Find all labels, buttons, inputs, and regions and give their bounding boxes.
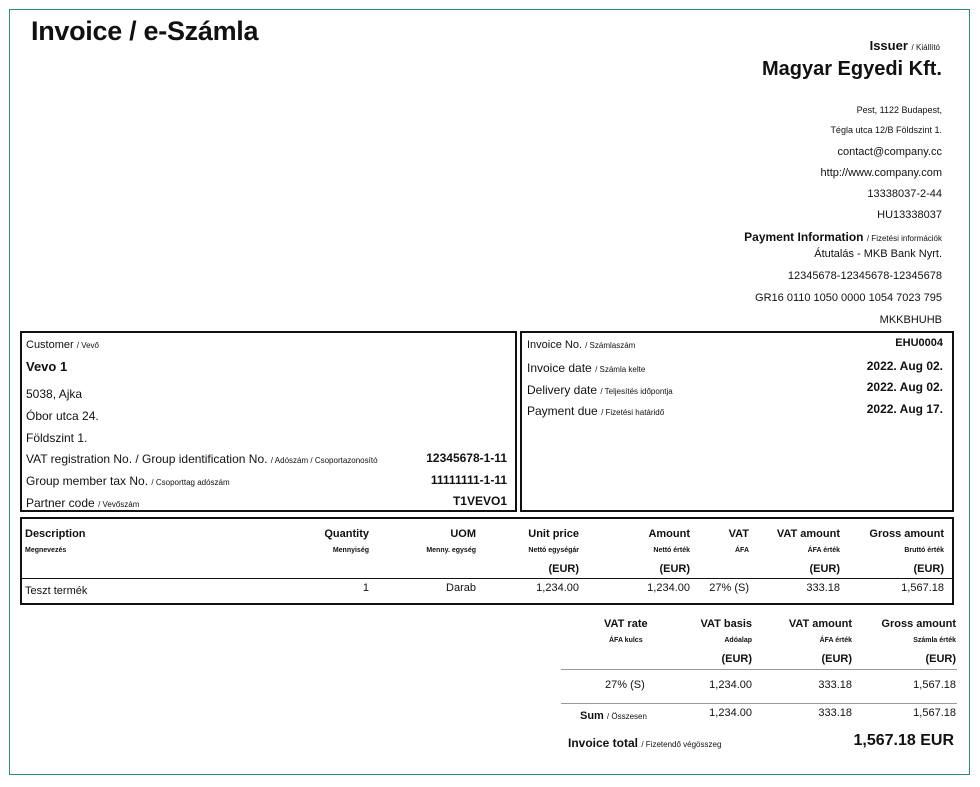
delivery-date-value: 2022. Aug 02. [866,380,943,394]
delivery-date-label: Delivery date / Teljesítés időpontja [527,383,673,397]
col-header-gross-amount: Gross amount [869,528,944,540]
payment-method: Átutalás - MKB Bank Nyrt. [814,248,942,260]
issuer-email: contact@company.cc [837,146,942,158]
customer-partner-value: T1VEVO1 [452,494,507,508]
customer-street: Óbor utca 24. [26,409,99,423]
invoice-total-label: Invoice total / Fizetendő végösszeg [568,736,722,750]
col-unit-unit-price: (EUR) [548,563,579,575]
issuer-address-line2: Tégla utca 12/B Földszint 1. [830,125,942,135]
invoice-total-value: 1,567.18 EUR [853,732,954,749]
vat-summary-header-basis: VAT basis [700,618,752,630]
vat-summary-gross: 1,567.18 [913,679,956,691]
col-subheader-unit-price: Nettó egységár [528,547,579,554]
col-subheader-vat-amount: ÁFA érték [807,547,840,554]
payment-iban: GR16 0110 1050 0000 1054 7023 795 [755,292,942,304]
sum-basis: 1,234.00 [709,707,752,719]
vat-summary-subheader-vat-amount: ÁFA érték [819,637,852,644]
issuer-tax-no: 13338037-2-44 [867,188,942,200]
issuer-eu-vat: HU13338037 [877,209,942,221]
payment-due-label: Payment due / Fizetési határidő [527,404,665,418]
vat-summary-sum-divider [561,703,957,704]
vat-summary-unit-gross: (EUR) [925,653,956,665]
items-header-divider [21,578,953,579]
customer-city: 5038, Ajka [26,387,83,401]
col-subheader-uom: Menny. egység [426,547,476,554]
issuer-address-line1: Pest, 1122 Budapest, [856,105,942,115]
col-header-vat: VAT [728,528,749,540]
payment-account: 12345678-12345678-12345678 [787,270,942,282]
payment-due-value: 2022. Aug 17. [866,402,943,416]
vat-summary-header-vat-amount: VAT amount [788,618,852,630]
vat-summary-subheader-gross: Számla érték [913,637,956,644]
invoice-date-value: 2022. Aug 02. [866,359,943,373]
vat-summary-unit-basis: (EUR) [721,653,752,665]
col-subheader-vat: ÁFA [735,547,749,554]
vat-summary-header-gross: Gross amount [881,618,956,630]
payment-swift: MKKBHUHB [879,314,942,326]
col-header-description: Description [25,528,86,540]
vat-summary-unit-vat-amount: (EUR) [821,653,852,665]
sum-gross: 1,567.18 [913,707,956,719]
vat-summary-vat-amount: 333.18 [818,679,852,691]
vat-summary-header-divider [561,669,957,670]
col-header-amount: Amount [648,528,690,540]
issuer-heading: Issuer / Kiállító [869,38,940,53]
invoice-date-label: Invoice date / Számla kelte [527,361,646,375]
cell-uom: Darab [446,582,476,594]
sum-vat-amount: 333.18 [818,707,852,719]
cell-vat: 27% (S) [709,582,749,594]
invoice-no-label: Invoice No. / Számlaszám [527,339,636,351]
vat-summary-subheader-rate: ÁFA kulcs [609,637,643,644]
issuer-name: Magyar Egyedi Kft. [761,58,942,80]
col-subheader-amount: Nettó érték [653,547,690,554]
vat-summary-basis: 1,234.00 [709,679,752,691]
cell-quantity: 1 [362,582,369,594]
col-header-uom: UOM [450,528,476,540]
col-header-vat-amount: VAT amount [776,528,840,540]
customer-group-label: Group member tax No. / Csoporttag adószám [26,474,230,488]
col-unit-amount: (EUR) [659,563,690,575]
sum-label: Sum / Összesen [580,710,647,722]
cell-unit-price: 1,234.00 [536,582,579,594]
invoice-title: Invoice / e-Számla [31,16,259,46]
cell-amount: 1,234.00 [647,582,690,594]
col-header-quantity: Quantity [324,528,369,540]
customer-label: Customer / Vevő [26,339,99,351]
invoice-no-value: EHU0004 [895,337,943,349]
payment-info-heading: Payment Information / Fizetési információk [744,230,942,244]
col-subheader-description: Megnevezés [25,547,67,554]
col-subheader-quantity: Mennyiség [332,547,369,554]
customer-vat-value: 12345678-1-11 [426,451,507,465]
customer-group-value: 11111111-1-11 [430,473,507,487]
customer-partner-label: Partner code / Vevőszám [26,496,140,510]
cell-vat-amount: 333.18 [806,582,840,594]
vat-summary-subheader-basis: Adóalap [724,637,752,644]
vat-summary-rate: 27% (S) [605,679,645,691]
customer-name: Vevo 1 [26,359,68,374]
customer-vat-label: VAT registration No. / Group identification No. / Adószám / Csoportazonosító [26,452,378,466]
col-unit-gross-amount: (EUR) [913,563,944,575]
cell-description: Teszt termék [25,585,88,597]
customer-floor: Földszint 1. [26,431,88,445]
cell-gross-amount: 1,567.18 [901,582,944,594]
col-subheader-gross-amount: Bruttó érték [904,547,944,554]
vat-summary-header-rate: VAT rate [604,618,648,630]
col-header-unit-price: Unit price [528,528,579,540]
col-unit-vat-amount: (EUR) [809,563,840,575]
issuer-website: http://www.company.com [820,167,942,179]
